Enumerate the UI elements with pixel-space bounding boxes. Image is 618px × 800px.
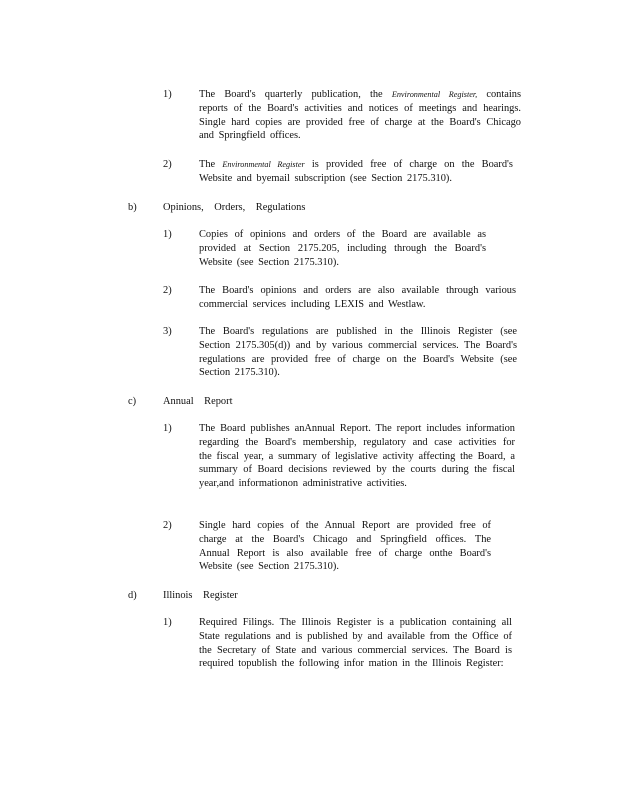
item-number: 2) bbox=[163, 159, 172, 170]
item-number: 2) bbox=[163, 520, 172, 531]
item-number: 1) bbox=[163, 423, 172, 434]
paragraph-register-publication bbox=[199, 88, 521, 143]
section-letter: d) bbox=[128, 590, 137, 601]
italic-title: Environmental Register, bbox=[391, 90, 478, 99]
section-letter: b) bbox=[128, 202, 137, 213]
text-fragment: The bbox=[199, 159, 223, 170]
text-fragment: The Board's quarterly publication, the bbox=[199, 89, 392, 100]
item-number: 2) bbox=[163, 285, 172, 296]
section-heading: Opinions, Orders, Regulations bbox=[163, 202, 306, 213]
section-letter: c) bbox=[128, 396, 137, 407]
item-number: 3) bbox=[163, 326, 172, 337]
item-number: 1) bbox=[163, 229, 172, 240]
paragraph: The Board publishes anAnnual Report. The report includes information regarding the Board's membership, regulatory and case activities for the fiscal year, a summary of legislative activity affecting the Board, a summary of Board decisions reviewed by the courts during the fiscal year,and informationon administrative activities. bbox=[199, 423, 515, 490]
item-number: 1) bbox=[163, 617, 172, 628]
paragraph: Copies of opinions and orders of the Board are available as provided at Section 2175.205, including through the Board's Website (see Section 2175.310). bbox=[199, 229, 486, 268]
section-heading: Illinois Register bbox=[163, 590, 238, 601]
section-heading: Annual Report bbox=[163, 396, 233, 407]
paragraph-register-website bbox=[199, 158, 513, 186]
text-fragment: is provided free of charge on the Board's Website and byemail subscription (see Section 2175.310). bbox=[199, 159, 513, 184]
paragraph: The Board's opinions and orders are also available through various commercial services including LEXIS and Westlaw. bbox=[199, 285, 516, 310]
paragraph: The Board's regulations are published in the Illinois Register (see Section 2175.305(d)) and by various commercial services. The Board's regulations are provided free of charge on the Board's Website (see Section 2175.310). bbox=[199, 326, 517, 379]
italic-title: Environmental Register bbox=[222, 160, 305, 169]
text-fragment: contains reports of the Board's activities and notices of meetings and hearings. Single hard copies are provided free of charge at the Board's Chicago and Springfield offices. bbox=[199, 89, 521, 142]
paragraph: Required Filings. The Illinois Register is a publication containing all State regulations and is published by and available from the Office of the Secretary of State and various commercial services. The Board is required topublish the following infor mation in the Illinois Register: bbox=[199, 617, 512, 670]
paragraph: Single hard copies of the Annual Report are provided free of charge at the Board's Chicago and Springfield offices. The Annual Report is also available free of charge onthe Board's Website (see Section 2175.310). bbox=[199, 520, 491, 573]
item-number: 1) bbox=[163, 89, 172, 100]
